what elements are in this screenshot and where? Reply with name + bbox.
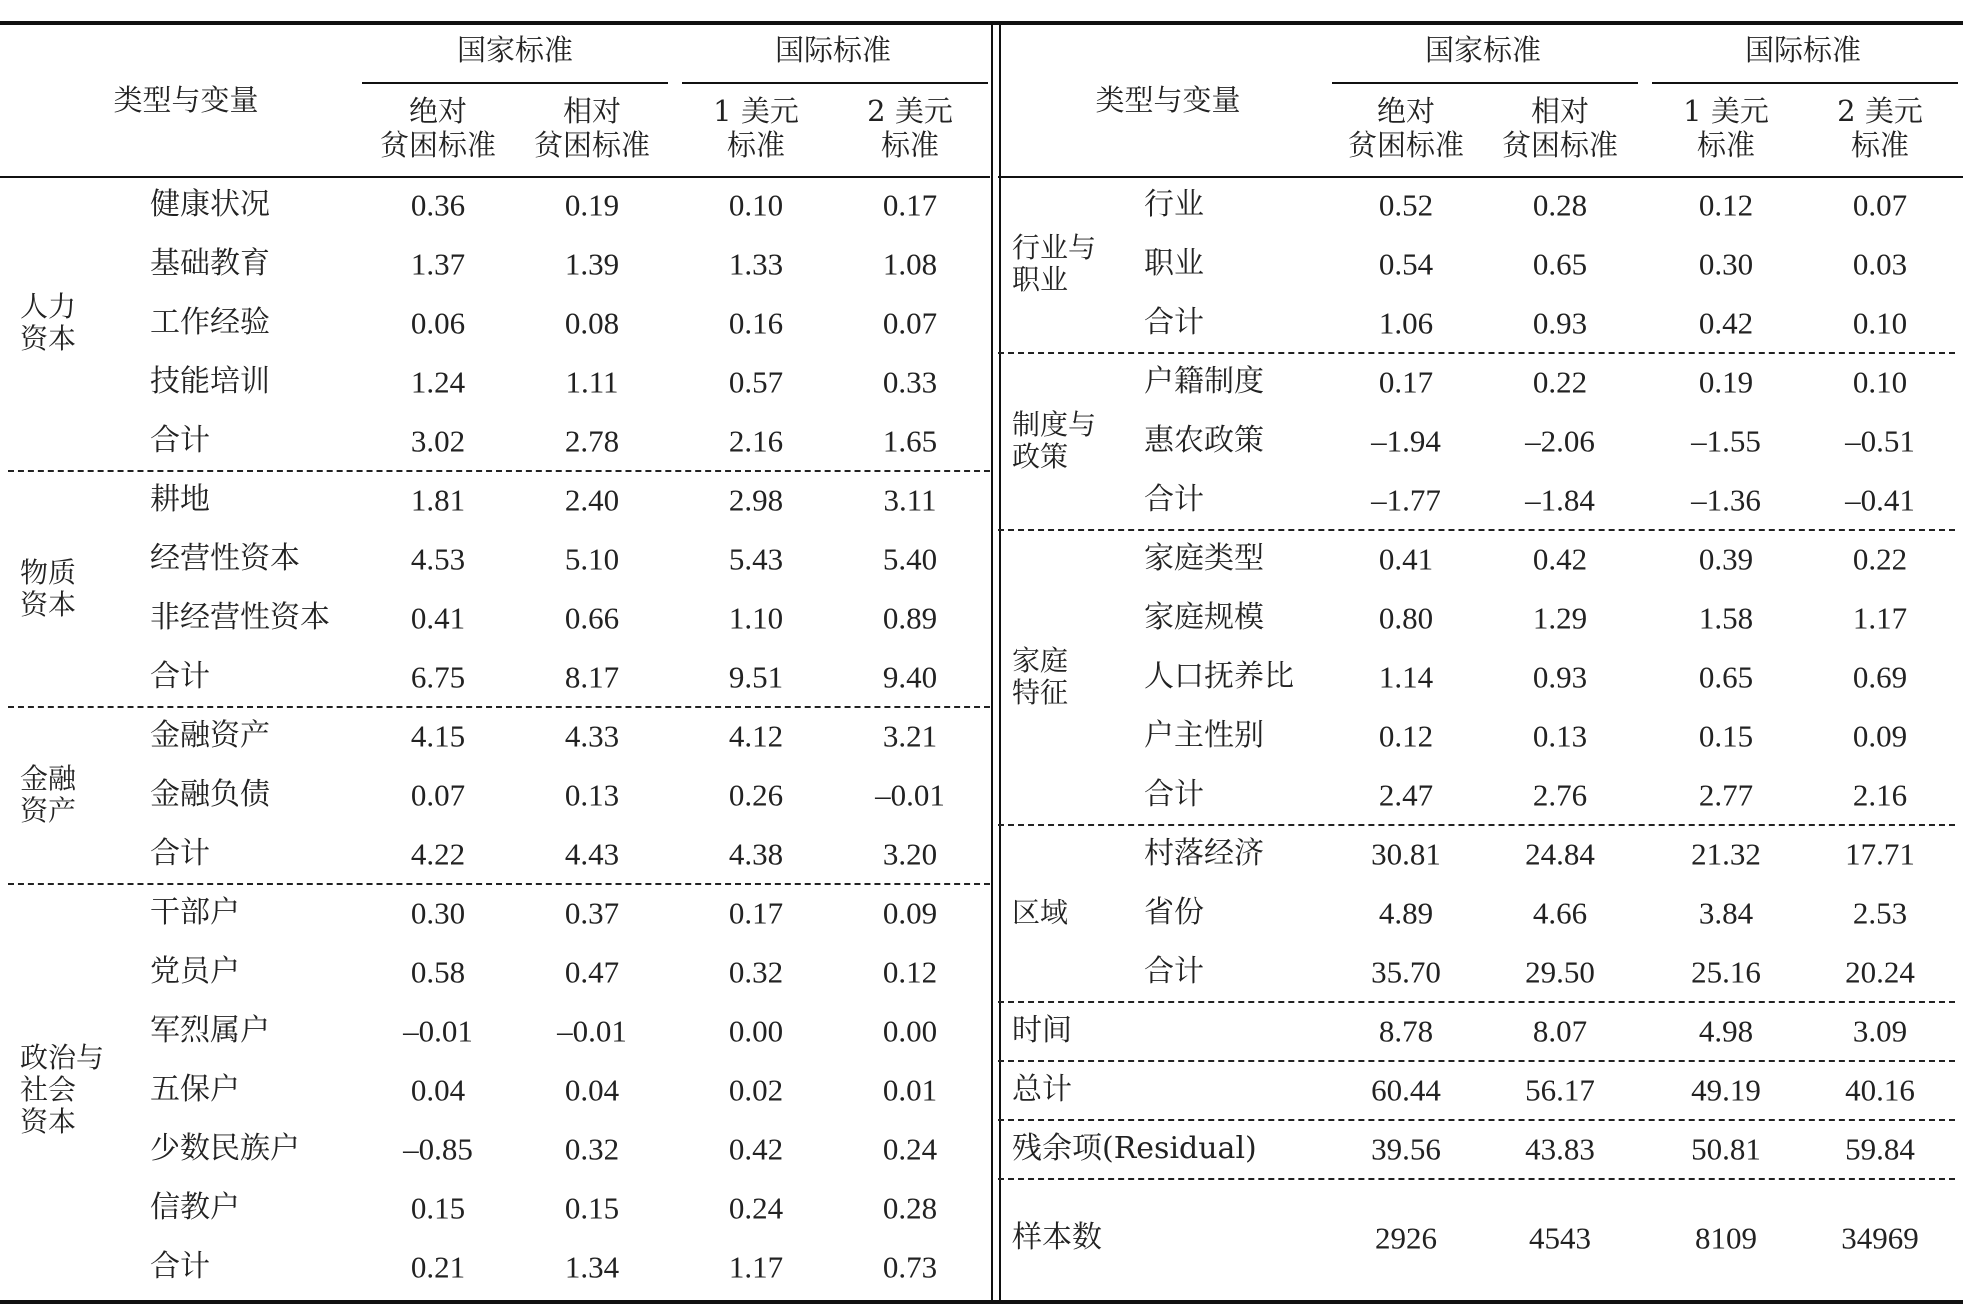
table-cell: 8109: [1695, 1220, 1757, 1255]
variable-label: 人口抚养比: [1144, 659, 1294, 694]
table-cell: 0.21: [410, 1249, 466, 1285]
table-cell: 0.19: [1698, 364, 1754, 400]
header-1-dollar: 1 美元 标准: [1683, 94, 1769, 162]
row-separator: [998, 1119, 1955, 1121]
variable-label: 金融资产: [150, 718, 270, 753]
table-cell: 1.14: [1378, 659, 1434, 695]
variable-label: 技能培训: [150, 364, 270, 399]
table-cell: 35.70: [1371, 954, 1441, 990]
variable-label: 合计: [1144, 954, 1204, 989]
header-international-standard: 国际标准: [774, 33, 892, 67]
table-cell: –0.51: [1845, 423, 1915, 459]
table-cell: 0.17: [1378, 364, 1434, 400]
variable-label: 少数民族户: [150, 1131, 300, 1166]
table-cell: 9.51: [728, 659, 784, 695]
table-cell: 17.71: [1845, 836, 1915, 872]
table-cell: 0.10: [728, 187, 784, 223]
table-cell: 2.16: [728, 423, 784, 459]
summary-label: 样本数: [1012, 1219, 1102, 1255]
table-cell: 1.24: [410, 364, 466, 400]
variable-label: 党员户: [150, 954, 240, 989]
summary-label: 总计: [1012, 1072, 1072, 1107]
table-cell: 0.42: [1698, 305, 1754, 341]
table-cell: –0.01: [875, 777, 945, 813]
variable-label: 合计: [1144, 305, 1204, 340]
table-cell: 0.08: [564, 305, 620, 341]
variable-label: 工作经验: [150, 305, 270, 340]
table-cell: 0.12: [882, 954, 938, 990]
table-cell: 40.16: [1845, 1072, 1915, 1108]
table-cell: 25.16: [1691, 954, 1761, 990]
variable-label: 合计: [1144, 482, 1204, 517]
table-cell: 1.37: [410, 246, 466, 282]
table-cell: 1.06: [1378, 305, 1434, 341]
variable-label: 信教户: [150, 1190, 240, 1225]
table-cell: 0.15: [564, 1190, 620, 1226]
variable-label: 军烈属户: [150, 1013, 270, 1048]
table-cell: 0.19: [564, 187, 620, 223]
table-cell: 0.69: [1852, 659, 1908, 695]
table-cell: 0.41: [1378, 541, 1434, 577]
group-label: 物质 资本: [20, 555, 77, 621]
variable-label: 户主性别: [1144, 718, 1264, 753]
table-cell: 0.17: [728, 895, 784, 931]
table-cell: 0.37: [564, 895, 620, 931]
table-cell: –2.06: [1525, 423, 1595, 459]
table-cell: 2.47: [1378, 777, 1434, 813]
table-cell: 3.21: [882, 718, 938, 754]
summary-label: 时间: [1012, 1013, 1072, 1048]
header-1-dollar: 1 美元 标准: [713, 94, 799, 162]
table-cell: 0.13: [564, 777, 620, 813]
table-cell: 0.15: [1698, 718, 1754, 754]
table-cell: 0.12: [1378, 718, 1434, 754]
table-cell: 4.98: [1698, 1013, 1754, 1049]
group-label: 家庭 特征: [1012, 644, 1069, 709]
table-cell: 0.10: [1852, 305, 1908, 341]
left-international-underline: [682, 82, 988, 84]
table-cell: 0.93: [1532, 659, 1588, 695]
right-national-underline: [1332, 82, 1638, 84]
table-cell: 0.09: [1852, 718, 1908, 754]
table-cell: 4.89: [1378, 895, 1434, 931]
header-type-variable: 类型与变量: [113, 83, 259, 117]
table-cell: 1.58: [1698, 600, 1754, 636]
table-cell: 4.22: [410, 836, 466, 872]
table-cell: 0.01: [882, 1072, 938, 1108]
table-cell: 0.80: [1378, 600, 1434, 636]
group-separator: [8, 706, 990, 708]
variable-label: 经营性资本: [150, 541, 300, 576]
header-international-standard: 国际标准: [1744, 33, 1862, 67]
table-cell: 0.30: [410, 895, 466, 931]
table-cell: 29.50: [1525, 954, 1595, 990]
group-label: 行业与 职业: [1012, 231, 1097, 296]
group-label: 政治与 社会 资本: [20, 1041, 105, 1138]
table-cell: 0.13: [1532, 718, 1588, 754]
table-cell: 0.30: [1698, 246, 1754, 282]
header-national-standard: 国家标准: [1424, 33, 1542, 67]
table-cell: 0.03: [1852, 246, 1908, 282]
table-cell: 2.78: [564, 423, 620, 459]
header-type-variable: 类型与变量: [1095, 83, 1241, 117]
table-cell: 3.09: [1852, 1013, 1908, 1049]
variable-label: 职业: [1144, 246, 1204, 281]
group-separator: [8, 470, 990, 472]
center-divider-a: [991, 23, 993, 1302]
table-cell: 0.04: [410, 1072, 466, 1108]
table-cell: –1.55: [1691, 423, 1761, 459]
variable-label: 合计: [150, 423, 210, 458]
table-cell: 0.16: [728, 305, 784, 341]
variable-label: 合计: [1144, 777, 1204, 812]
table-cell: 0.09: [882, 895, 938, 931]
table-cell: 56.17: [1525, 1072, 1595, 1108]
table-cell: 6.75: [410, 659, 466, 695]
table-cell: 0.58: [410, 954, 466, 990]
row-separator: [998, 1060, 1955, 1062]
center-divider-b: [999, 23, 1001, 1302]
header-absolute-poverty: 绝对 贫困标准: [379, 94, 497, 162]
table-cell: 0.41: [410, 600, 466, 636]
table-cell: 0.28: [1532, 187, 1588, 223]
header-absolute-poverty: 绝对 贫困标准: [1347, 94, 1465, 162]
table-cell: 60.44: [1371, 1072, 1441, 1108]
table-cell: 0.24: [882, 1131, 938, 1167]
variable-label: 基础教育: [150, 246, 270, 281]
variable-label: 村落经济: [1144, 836, 1264, 871]
table-cell: 8.07: [1532, 1013, 1588, 1049]
table-cell: 43.83: [1525, 1131, 1595, 1167]
table-cell: 0.15: [410, 1190, 466, 1226]
table-cell: 1.29: [1532, 600, 1588, 636]
variable-label: 五保户: [150, 1072, 240, 1107]
table-cell: 0.28: [882, 1190, 938, 1226]
table-cell: –1.84: [1525, 482, 1595, 518]
variable-label: 合计: [150, 1249, 210, 1284]
table-cell: –1.36: [1691, 482, 1761, 518]
table-cell: 0.17: [882, 187, 938, 223]
variable-label: 健康状况: [150, 187, 270, 222]
table-cell: 0.26: [728, 777, 784, 813]
group-label: 区域: [1012, 896, 1069, 929]
table-cell: 59.84: [1845, 1131, 1915, 1167]
table-cell: 0.65: [1532, 246, 1588, 282]
variable-label: 合计: [150, 659, 210, 694]
variable-label: 省份: [1144, 895, 1204, 930]
table-top-rule: [0, 21, 1963, 25]
table-cell: 4.12: [728, 718, 784, 754]
group-label: 制度与 政策: [1012, 408, 1097, 473]
table-cell: 20.24: [1845, 954, 1915, 990]
table-cell: 5.43: [728, 541, 784, 577]
table-cell: 0.00: [728, 1013, 784, 1049]
table-cell: 8.78: [1378, 1013, 1434, 1049]
table-cell: 0.36: [410, 187, 466, 223]
table-cell: 21.32: [1691, 836, 1761, 872]
table-cell: 39.56: [1371, 1131, 1441, 1167]
group-label: 人力 资本: [20, 290, 77, 355]
variable-label: 耕地: [150, 482, 210, 517]
header-relative-poverty: 相对 贫困标准: [533, 94, 651, 162]
table-cell: 2.16: [1852, 777, 1908, 813]
table-cell: 0.22: [1532, 364, 1588, 400]
header-2-dollar: 2 美元 标准: [867, 94, 953, 162]
table-cell: 4.15: [410, 718, 466, 754]
table-cell: 5.40: [882, 541, 938, 577]
table-cell: 0.65: [1698, 659, 1754, 695]
table-cell: 2.40: [564, 482, 620, 518]
table-cell: 1.34: [564, 1249, 620, 1285]
table-cell: 1.10: [728, 600, 784, 636]
table-cell: 0.00: [882, 1013, 938, 1049]
group-separator: [998, 1001, 1955, 1003]
table-cell: –0.01: [403, 1013, 473, 1049]
table-cell: 0.07: [1852, 187, 1908, 223]
table-cell: 2926: [1375, 1220, 1437, 1255]
variable-label: 户籍制度: [1144, 364, 1264, 399]
table-cell: 4.33: [564, 718, 620, 754]
table-cell: 2.98: [728, 482, 784, 518]
group-separator: [998, 824, 1955, 826]
row-separator: [998, 1178, 1955, 1180]
table-cell: 8.17: [564, 659, 620, 695]
left-header-rule: [0, 176, 990, 178]
table-cell: 0.66: [564, 600, 620, 636]
table-cell: 1.17: [728, 1249, 784, 1285]
table-cell: 0.02: [728, 1072, 784, 1108]
table-cell: 1.65: [882, 423, 938, 459]
table-cell: 0.32: [728, 954, 784, 990]
table-cell: –0.01: [557, 1013, 627, 1049]
table-cell: 1.08: [882, 246, 938, 282]
group-label: 金融 资产: [20, 762, 77, 827]
table-cell: 0.12: [1698, 187, 1754, 223]
variable-label: 家庭规模: [1144, 600, 1264, 635]
table-cell: 4.43: [564, 836, 620, 872]
header-relative-poverty: 相对 贫困标准: [1501, 94, 1619, 162]
table-cell: 0.42: [728, 1131, 784, 1167]
table-cell: 34969: [1841, 1220, 1919, 1255]
table-cell: 3.11: [883, 482, 937, 518]
table-cell: 3.20: [882, 836, 938, 872]
table-cell: 24.84: [1525, 836, 1595, 872]
variable-label: 非经营性资本: [150, 600, 330, 635]
table-cell: 5.10: [564, 541, 620, 577]
table-cell: 4543: [1529, 1220, 1591, 1255]
variable-label: 行业: [1144, 187, 1204, 222]
table-cell: 0.33: [882, 364, 938, 400]
table-cell: 1.17: [1852, 600, 1908, 636]
table-cell: –1.94: [1371, 423, 1441, 459]
variable-label: 惠农政策: [1144, 423, 1264, 458]
left-national-underline: [362, 82, 668, 84]
table-cell: 0.06: [410, 305, 466, 341]
table-cell: 4.66: [1532, 895, 1588, 931]
table-cell: 3.84: [1698, 895, 1754, 931]
header-national-standard: 国家标准: [456, 33, 574, 67]
table-cell: 0.57: [728, 364, 784, 400]
right-header-rule: [998, 176, 1963, 178]
group-separator: [998, 352, 1955, 354]
table-bottom-rule: [0, 1300, 1963, 1304]
table-cell: 0.10: [1852, 364, 1908, 400]
variable-label: 合计: [150, 836, 210, 871]
table-cell: 0.89: [882, 600, 938, 636]
group-separator: [8, 883, 990, 885]
variable-label: 金融负债: [150, 777, 270, 812]
table-cell: 0.24: [728, 1190, 784, 1226]
group-separator: [998, 529, 1955, 531]
summary-label: 残余项(Residual): [1012, 1131, 1257, 1166]
table-cell: 0.22: [1852, 541, 1908, 577]
table-cell: 4.53: [410, 541, 466, 577]
table-cell: 1.39: [564, 246, 620, 282]
table-cell: 30.81: [1371, 836, 1441, 872]
table-cell: 4.38: [728, 836, 784, 872]
table-cell: 2.77: [1698, 777, 1754, 813]
table-cell: 49.19: [1691, 1072, 1761, 1108]
table-cell: –0.85: [403, 1131, 473, 1167]
table-cell: 50.81: [1691, 1131, 1761, 1167]
table-cell: 0.04: [564, 1072, 620, 1108]
table-cell: 0.93: [1532, 305, 1588, 341]
right-international-underline: [1652, 82, 1958, 84]
table-cell: 0.39: [1698, 541, 1754, 577]
table-cell: 0.47: [564, 954, 620, 990]
table-cell: 0.54: [1378, 246, 1434, 282]
table-cell: 0.52: [1378, 187, 1434, 223]
table-cell: 1.33: [728, 246, 784, 282]
table-cell: 3.02: [410, 423, 466, 459]
table-cell: 0.73: [882, 1249, 938, 1285]
table-cell: –1.77: [1371, 482, 1441, 518]
variable-label: 干部户: [150, 895, 240, 930]
table-cell: 2.53: [1852, 895, 1908, 931]
table-cell: 0.07: [410, 777, 466, 813]
table-cell: –0.41: [1845, 482, 1915, 518]
table-cell: 9.40: [882, 659, 938, 695]
table-cell: 1.81: [410, 482, 466, 518]
variable-label: 家庭类型: [1144, 541, 1264, 576]
table-cell: 0.07: [882, 305, 938, 341]
table-cell: 0.32: [564, 1131, 620, 1167]
table-cell: 1.11: [565, 364, 619, 400]
table-cell: 2.76: [1532, 777, 1588, 813]
header-2-dollar: 2 美元 标准: [1837, 94, 1923, 162]
table-cell: 0.42: [1532, 541, 1588, 577]
